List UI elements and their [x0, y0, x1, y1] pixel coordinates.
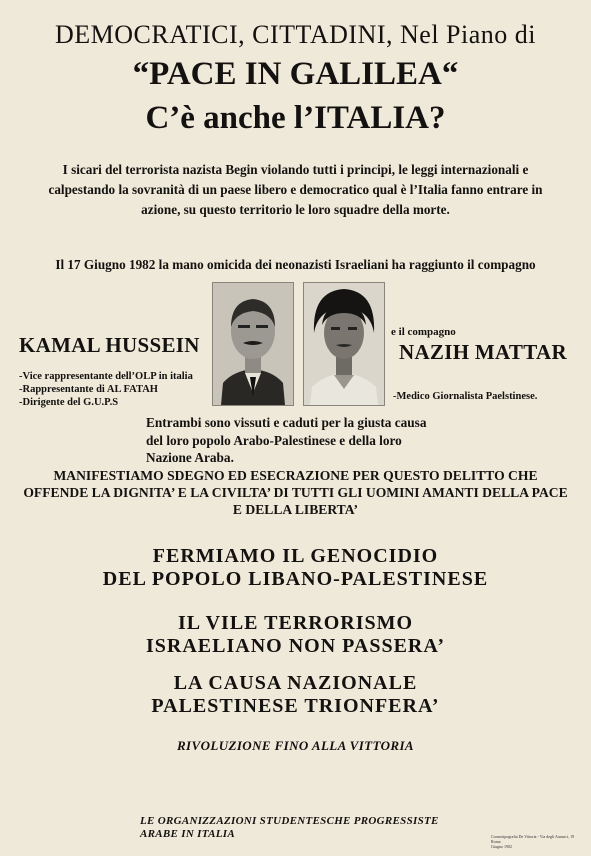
victim1-role: -Dirigente del G.U.P.S — [19, 397, 119, 408]
printer-line: Cromotipografia De Vittoria - Via degli Aurunci, 19 Roma — [491, 834, 575, 844]
victim2-prefix: e il compagno — [391, 326, 456, 338]
slogan-line: DEL POPOLO LIBANO-PALESTINESE — [102, 568, 489, 590]
slogan-line: PALESTINESE TRIONFERA’ — [151, 695, 440, 717]
both-paragraph: Entrambi sono vissuti e caduti per la giusta causa del loro popolo Arabo-Palestinese e della loro Nazione Araba. — [146, 415, 427, 465]
slogan-causa — [0, 672, 591, 718]
header-line-1: DEMOCRATICI, CITTADINI, Nel Piano di — [55, 20, 536, 49]
printer-date: Giugno 1982 — [491, 844, 512, 849]
manifest-paragraph: MANIFESTIAMO SDEGNO ED ESECRAZIONE PER QUESTO DELITTO CHE OFFENDE LA DIGNITA’ E LA CIVILTA’ DI TUTTI GLI UOMINI AMANTI DELLA PACE E DELLA LIBERTA’ — [23, 468, 568, 517]
date-line: Il 17 Giugno 1982 la mano omicida dei neonazisti Israeliani ha raggiunto il compagno — [55, 257, 536, 272]
slogan-line: FERMIAMO IL GENOCIDIO — [152, 545, 439, 567]
rivoluzione-line: RIVOLUZIONE FINO ALLA VITTORIA — [176, 738, 414, 753]
slogan-genocidio — [0, 545, 591, 591]
intro-paragraph: I sicari del terrorista nazista Begin violando tutti i principi, le leggi internazionali e calpestando la sovranità di un paese libero e democratico qual è l’Italia fanno entrare in azione, su questo territorio le loro squadre della morte. — [48, 162, 543, 217]
victim1-role: -Vice rappresentante dell’OLP in italia — [19, 371, 193, 382]
organizations-line: LE ORGANIZZAZIONI STUDENTESCHE PROGRESSISTE — [140, 815, 439, 827]
victim2-role: -Medico Giornalista Paelstinese. — [393, 391, 538, 402]
slogan-line: ISRAELIANO NON PASSERA’ — [146, 635, 445, 657]
slogan-line: IL VILE TERRORISMO — [177, 612, 414, 634]
victim1-role: -Rappresentante di AL FATAH — [19, 384, 158, 395]
header-title-italia: C’è anche l’ITALIA? — [145, 100, 446, 136]
victim1-name: KAMAL HUSSEIN — [19, 333, 200, 357]
header-title-pace: “PACE IN GALILEA“ — [132, 56, 459, 92]
photo-nazih-mattar — [303, 282, 385, 406]
slogan-terrorismo — [0, 612, 591, 658]
organizations-line: ARABE IN ITALIA — [140, 828, 235, 840]
victim2-name: NAZIH MATTAR — [399, 340, 567, 364]
photo-kamal-hussein — [212, 282, 294, 406]
printer-credit — [491, 834, 583, 849]
victim1-roles — [19, 370, 193, 409]
organizations-signature — [140, 815, 439, 841]
slogan-line: LA CAUSA NAZIONALE — [173, 672, 418, 694]
